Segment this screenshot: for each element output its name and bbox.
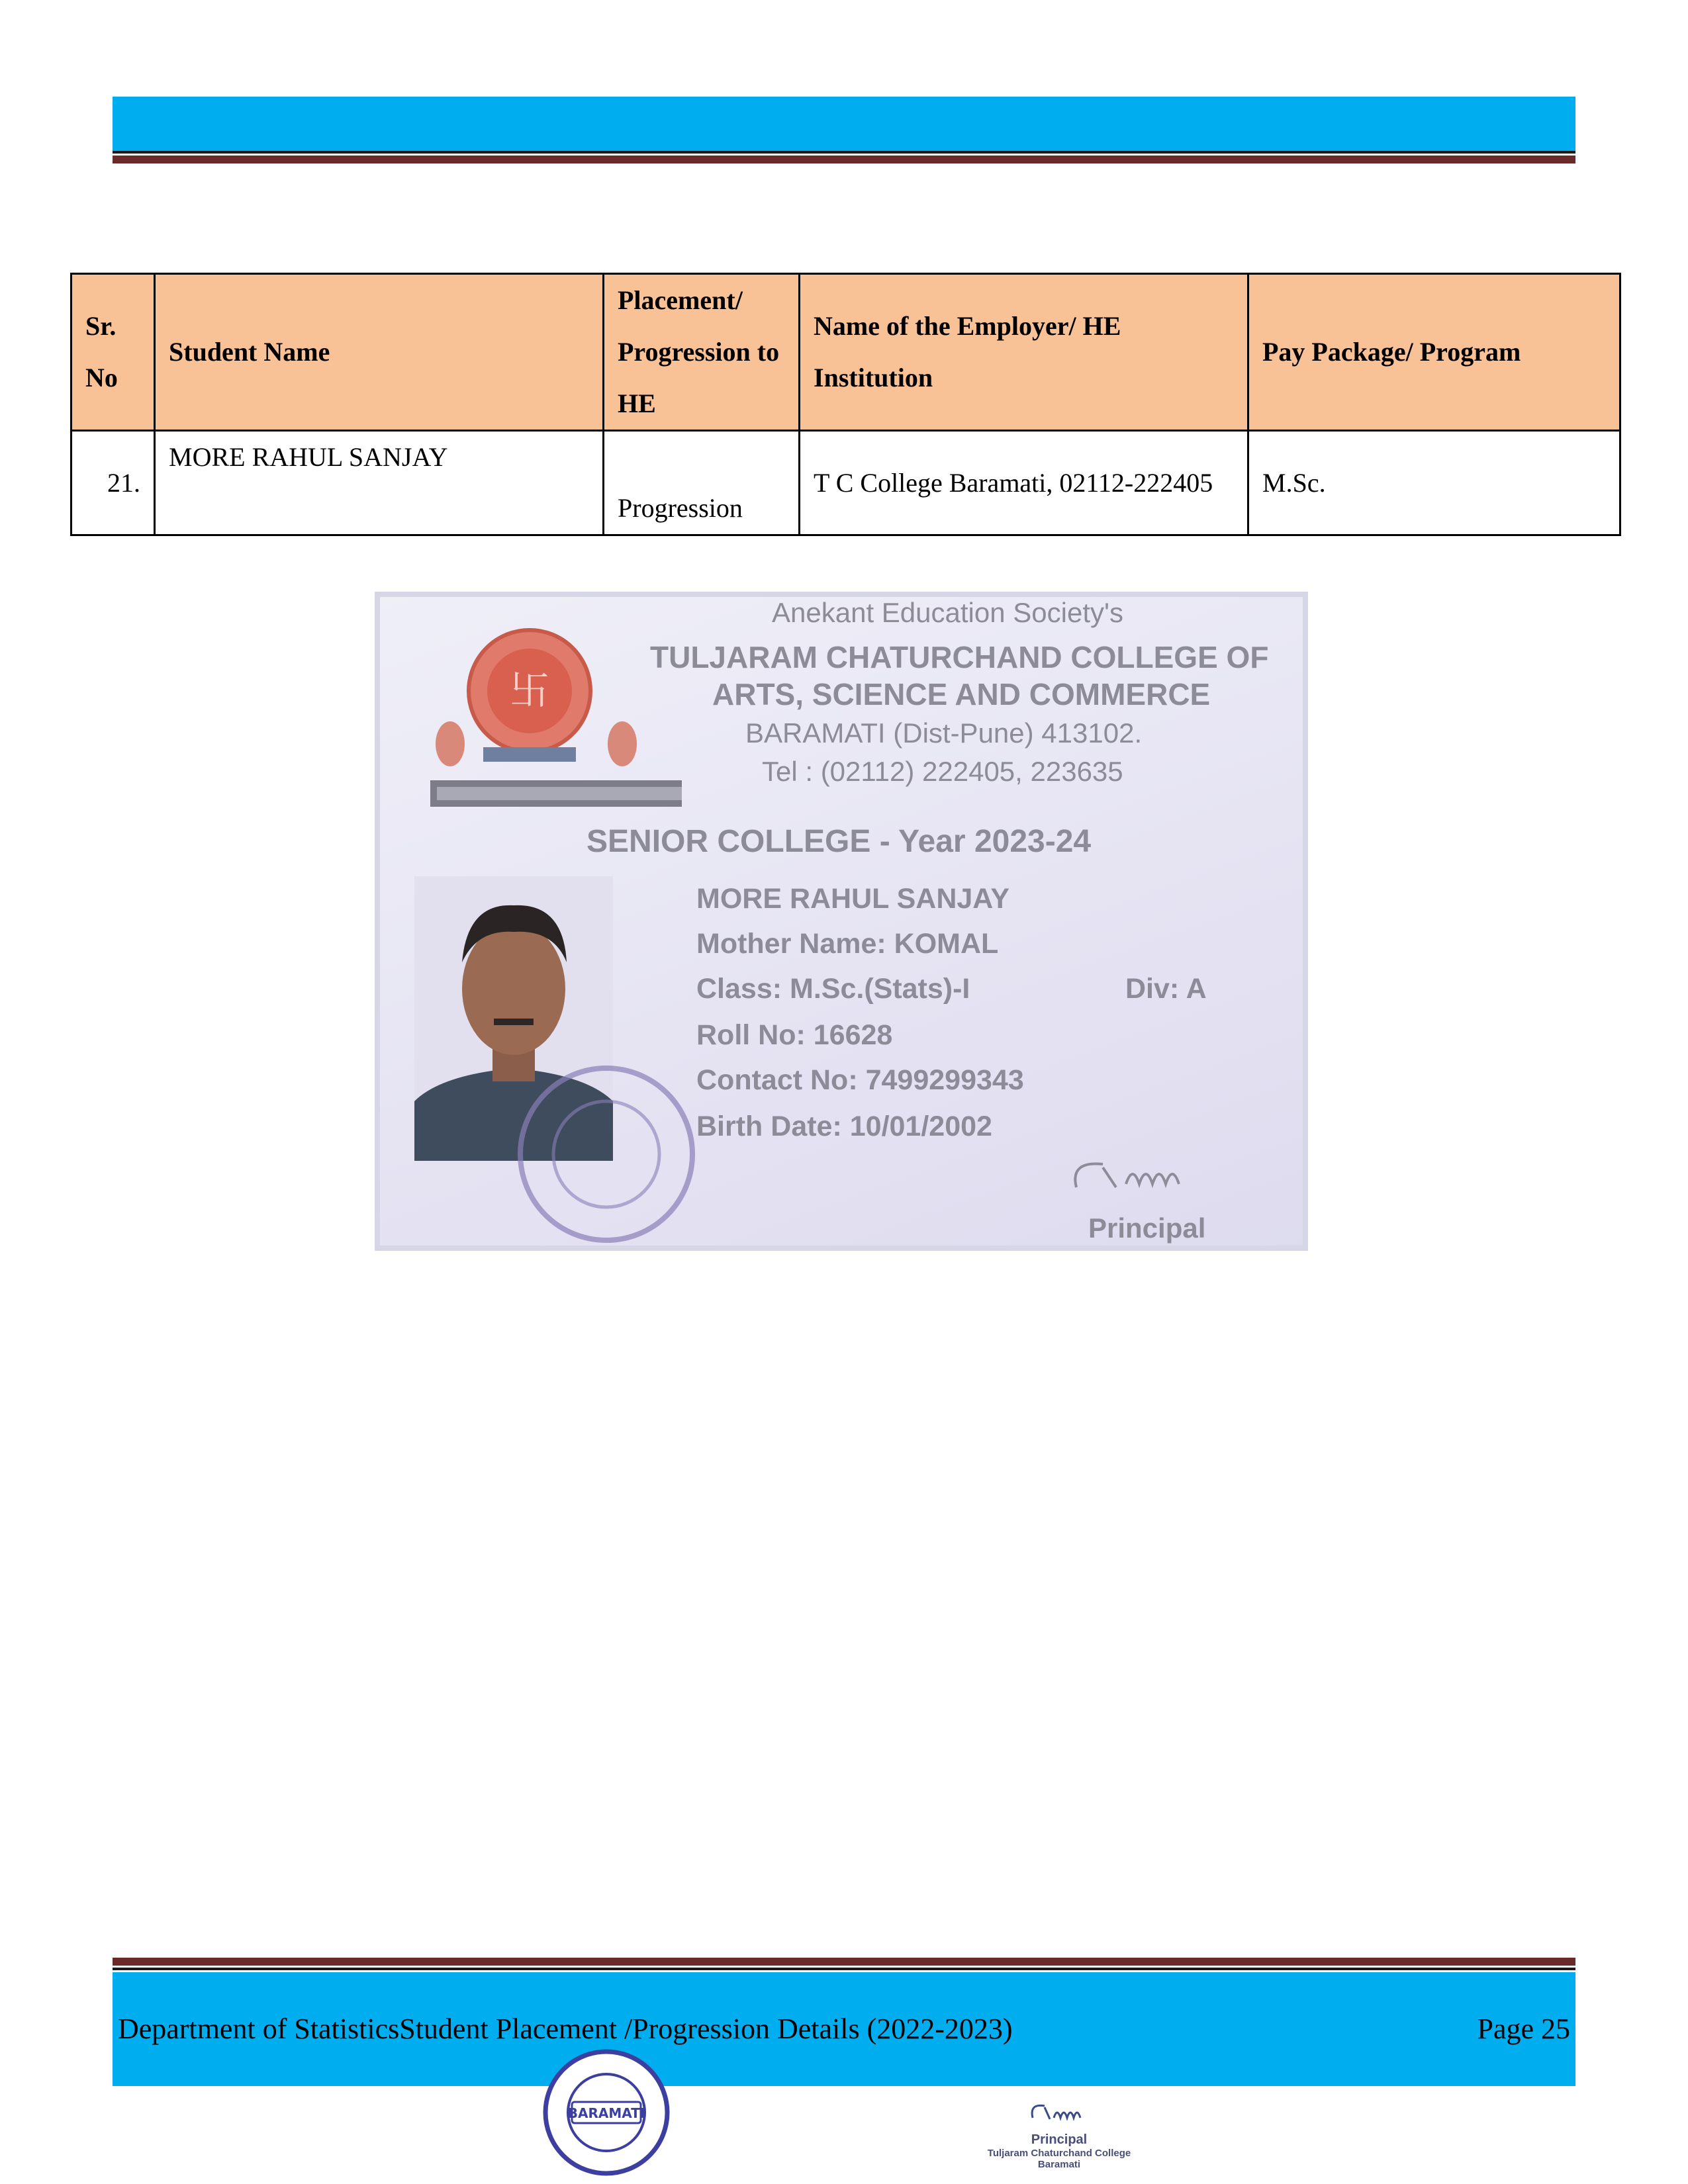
footer-rule-thin xyxy=(113,1968,1575,1970)
footer-signatory-college: Tuljaram Chaturchand College xyxy=(987,2148,1131,2159)
college-logo-icon xyxy=(404,612,682,823)
card-address: BARAMATI (Dist-Pune) 413102. xyxy=(745,717,1143,749)
cell-sr-no: 21. xyxy=(71,431,155,535)
principal-signature-icon xyxy=(1063,1148,1262,1207)
table-header-row xyxy=(71,274,1620,431)
cell-employer: T C College Baramati, 02112-222405 xyxy=(800,431,1248,535)
header-rule-thick xyxy=(113,156,1575,163)
card-college-line2: ARTS, SCIENCE AND COMMERCE xyxy=(712,677,1211,711)
card-session: SENIOR COLLEGE - Year 2023-24 xyxy=(586,824,1092,859)
header-band xyxy=(113,97,1575,151)
header-employer: Name of the Employer/ HE Institution xyxy=(800,274,1248,431)
card-class: Class: M.Sc.(Stats)-I xyxy=(696,973,970,1005)
card-college-stamp-icon xyxy=(507,1055,706,1251)
header-placement: Placement/ Progression to HE xyxy=(604,274,800,431)
card-birth-date: Birth Date: 10/01/2002 xyxy=(696,1111,992,1142)
footer-title: Department of StatisticsStudent Placement /Progression Details (2022-2023) xyxy=(118,2013,1013,2045)
card-mother-name: Mother Name: KOMAL xyxy=(696,928,999,960)
cell-student-name: MORE RAHUL SANJAY xyxy=(155,431,604,535)
header-student-name: Student Name xyxy=(155,274,604,431)
svg-text:卐: 卐 xyxy=(510,668,549,714)
header-rule-thin xyxy=(113,151,1575,154)
student-id-card-photo xyxy=(375,592,1308,1251)
header-sr-no: Sr. No xyxy=(71,274,155,431)
footer-signatory-title: Principal xyxy=(1031,2132,1088,2147)
card-society-name: Anekant Education Society's xyxy=(772,597,1124,628)
placement-table xyxy=(70,273,1621,536)
card-college-line1: TULJARAM CHATURCHAND COLLEGE OF xyxy=(650,640,1269,674)
college-seal-icon xyxy=(540,2046,673,2179)
table-row xyxy=(71,431,1620,535)
card-telephone: Tel : (02112) 222405, 223635 xyxy=(762,756,1123,787)
card-contact: Contact No: 7499299343 xyxy=(696,1064,1024,1096)
header-pay-package: Pay Package/ Program xyxy=(1248,274,1620,431)
card-division: Div: A xyxy=(1125,973,1207,1005)
footer-signatory-place: Baramati xyxy=(1037,2159,1081,2170)
card-roll-no: Roll No: 16628 xyxy=(696,1019,893,1051)
card-student-name: MORE RAHUL SANJAY xyxy=(696,883,1010,915)
page-number: Page 25 xyxy=(1477,2013,1570,2045)
cell-pay-package: M.Sc. xyxy=(1248,431,1620,535)
svg-text:BARAMATI: BARAMATI xyxy=(567,2105,645,2121)
footer-rule-thick xyxy=(113,1958,1575,1966)
footer-signature-icon xyxy=(1026,2098,1092,2131)
cell-placement: Progression xyxy=(604,431,800,535)
footer-signature-block xyxy=(973,2098,1145,2184)
card-signatory: Principal xyxy=(1088,1212,1206,1244)
